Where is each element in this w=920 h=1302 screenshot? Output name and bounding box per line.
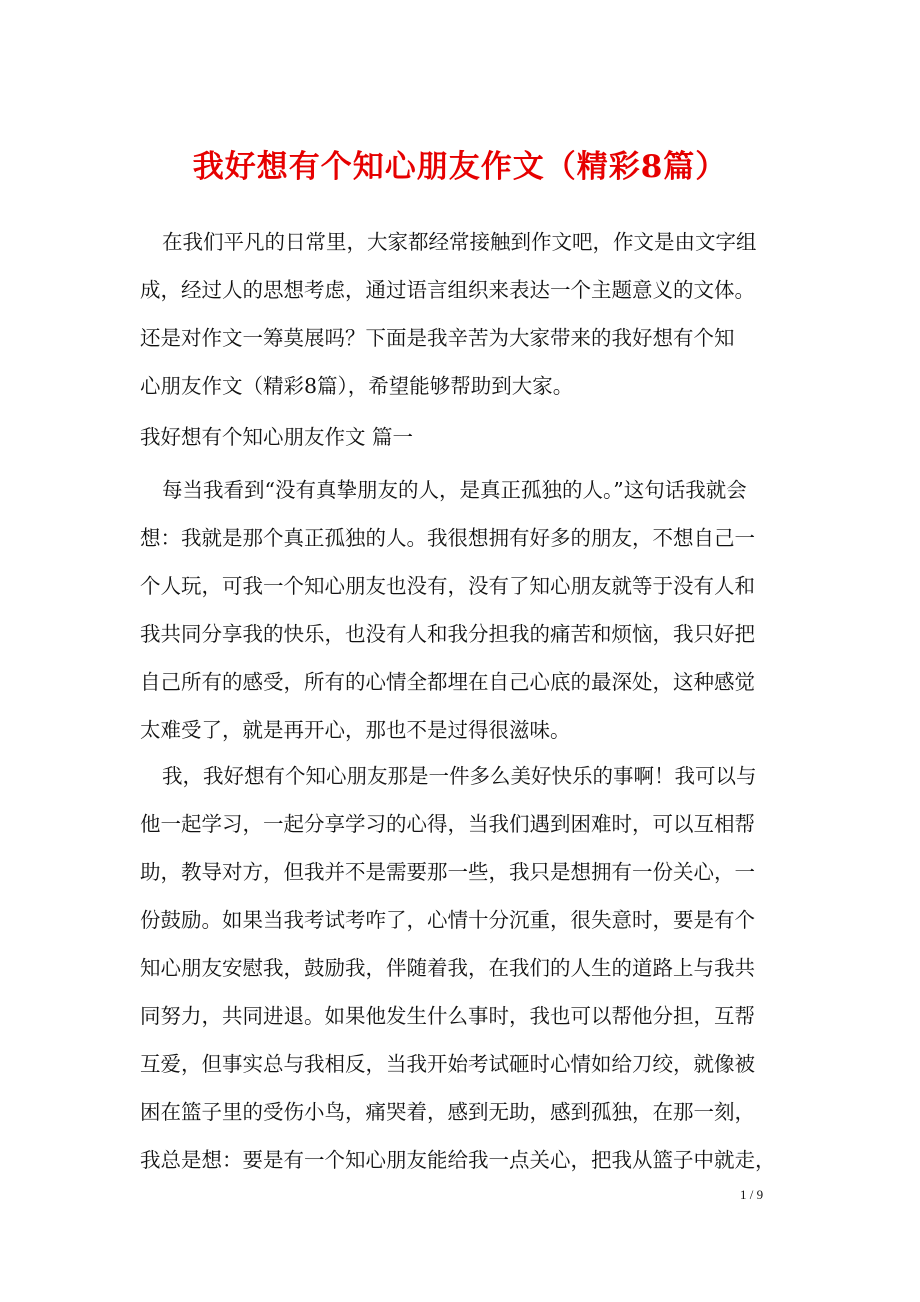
intro-line: 成，经过人的思想考虑，通过语言组织来表达一个主题意义的文体。 [140, 278, 755, 302]
intro-line: 心朋友作文（精彩8篇），希望能够帮助到大家。 [140, 374, 574, 398]
intro-line: 还是对作文一筹莫展吗？下面是我辛苦为大家带来的我好想有个知 [140, 326, 735, 350]
paragraph-line: 知心朋友安慰我，鼓励我，伴随着我，在我们的人生的道路上与我共 [140, 956, 755, 980]
paragraph-two [140, 752, 800, 1184]
paragraph-line: 我共同分享我的快乐，也没有人和我分担我的痛苦和烦恼，我只好把 [140, 622, 755, 646]
paragraph-one [140, 466, 800, 754]
paragraph-line: 份鼓励。如果当我考试考咋了，心情十分沉重，很失意时，要是有个 [140, 908, 755, 932]
page-number: 1 / 9 [740, 1187, 764, 1202]
intro-line: 在我们平凡的日常里，大家都经常接触到作文吧，作文是由文字组 [162, 230, 757, 254]
paragraph-line: 想：我就是那个真正孤独的人。我很想拥有好多的朋友，不想自己一 [140, 526, 755, 550]
paragraph-line: 每当我看到“没有真挚朋友的人，是真正孤独的人。”这句话我就会 [162, 478, 747, 502]
paragraph-line: 他一起学习，一起分享学习的心得，当我们遇到困难时，可以互相帮 [140, 812, 755, 836]
intro-paragraph [140, 218, 800, 410]
paragraph-line: 我总是想：要是有一个知心朋友能给我一点关心，把我从篮子中就走， [140, 1148, 776, 1172]
paragraph-line: 个人玩，可我一个知心朋友也没有，没有了知心朋友就等于没有人和 [140, 574, 755, 598]
document-title: 我好想有个知心朋友作文（精彩8篇） [192, 149, 728, 185]
paragraph-line: 太难受了，就是再开心，那也不是过得很滋味。 [140, 718, 571, 742]
paragraph-line: 助，教导对方，但我并不是需要那一些，我只是想拥有一份关心，一 [140, 860, 755, 884]
paragraph-line: 困在篮子里的受伤小鸟，痛哭着，感到无助，感到孤独，在那一刻， [140, 1100, 755, 1124]
section-heading: 我好想有个知心朋友作文 篇一 [140, 425, 414, 449]
paragraph-line: 互爱，但事实总与我相反，当我开始考试砸时心情如给刀绞，就像被 [140, 1052, 755, 1076]
paragraph-line: 我，我好想有个知心朋友那是一件多么美好快乐的事啊！我可以与 [162, 764, 757, 788]
paragraph-line: 自己所有的感受，所有的心情全都埋在自己心底的最深处，这种感觉 [140, 670, 755, 694]
paragraph-line: 同努力，共同进退。如果他发生什么事时，我也可以帮他分担，互帮 [140, 1004, 755, 1028]
